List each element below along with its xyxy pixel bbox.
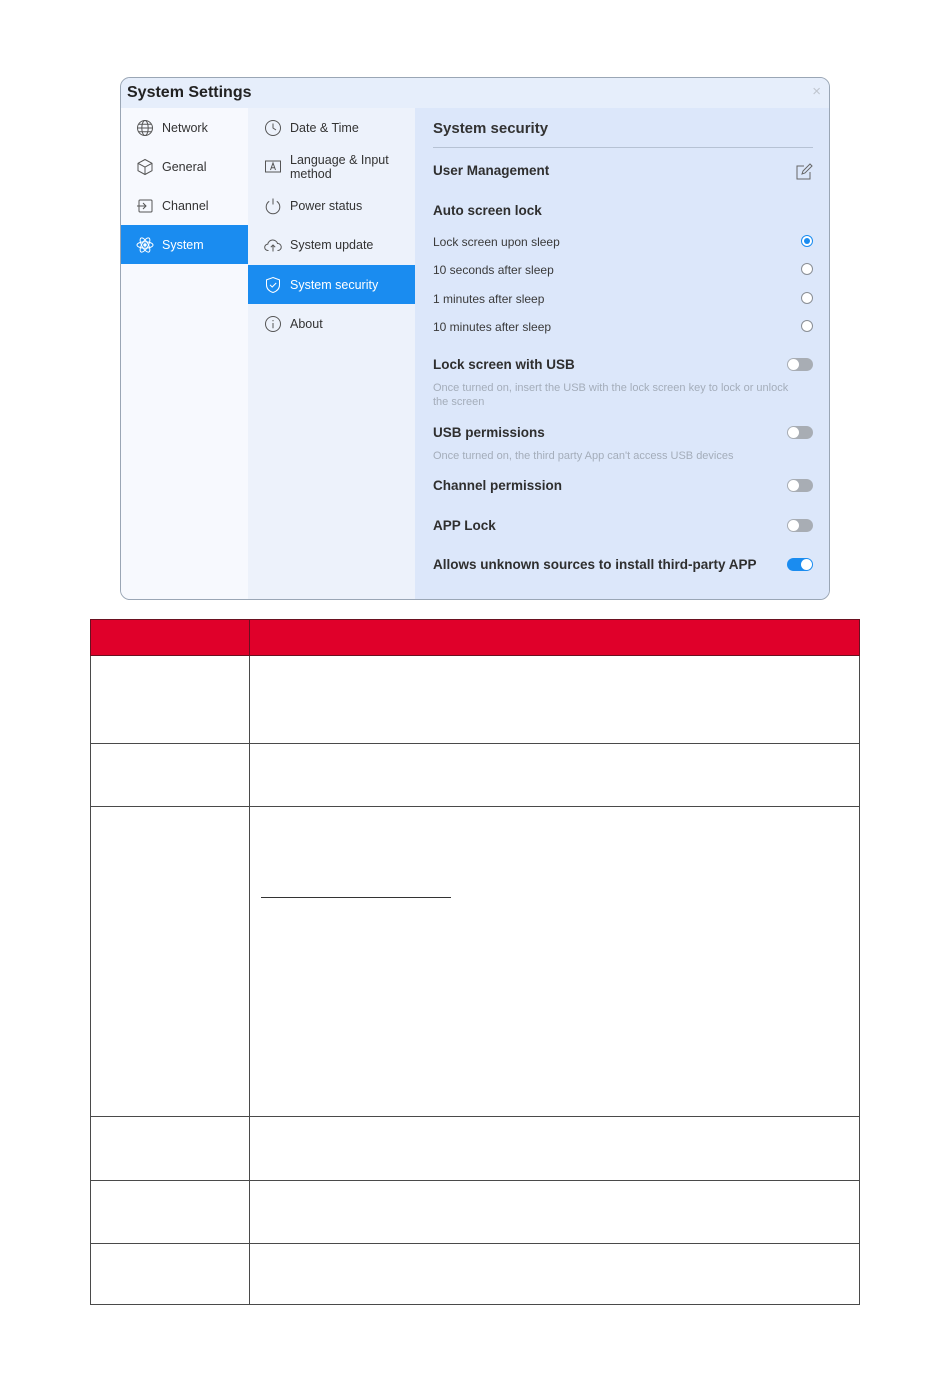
column-divider [249, 807, 250, 1116]
close-icon[interactable]: × [812, 83, 821, 100]
radio-1-minute[interactable] [801, 292, 813, 304]
underline-rule [261, 897, 451, 898]
table-row [90, 656, 860, 744]
clock-icon [264, 119, 282, 137]
submenu-label: Date & Time [290, 120, 359, 135]
submenu-item-power-status[interactable] [248, 186, 415, 225]
auto-lock-option-label: 10 minutes after sleep [433, 320, 552, 334]
menu-item-channel[interactable] [121, 186, 248, 225]
submenu-label: System security [290, 277, 379, 292]
submenu-item-system-security[interactable] [248, 265, 415, 304]
cube-icon [136, 158, 154, 176]
table-row [90, 1181, 860, 1244]
radio-10-minutes[interactable] [801, 320, 813, 332]
app-lock-toggle[interactable] [787, 519, 813, 532]
submenu-item-system-update[interactable] [248, 225, 415, 264]
auto-lock-option-label: Lock screen upon sleep [433, 235, 560, 249]
submenu-label: About [290, 316, 323, 331]
atom-icon [136, 236, 154, 254]
menu-item-network[interactable] [121, 108, 248, 147]
table-row [90, 1244, 860, 1305]
unknown-sources-toggle[interactable] [787, 558, 813, 571]
title-bar [121, 78, 829, 108]
submenu-label: Language & Input method [290, 152, 389, 181]
input-icon [136, 197, 154, 215]
radio-10-seconds[interactable] [801, 263, 813, 275]
main-menu [121, 108, 248, 599]
globe-icon [136, 119, 154, 137]
menu-label: Channel [162, 198, 209, 213]
submenu-item-language-input[interactable] [248, 147, 415, 186]
column-divider [249, 1181, 250, 1243]
channel-permission-toggle[interactable] [787, 479, 813, 492]
auto-lock-option-label: 10 seconds after sleep [433, 263, 554, 277]
table-row [90, 1117, 860, 1181]
column-divider [249, 656, 250, 743]
menu-label: General [162, 159, 207, 174]
menu-item-system[interactable] [121, 225, 248, 264]
usb-permissions-description: Once turned on, the third party App can't access USB devices [433, 450, 734, 462]
unknown-sources-label: Allows unknown sources to install third-party APP [433, 557, 757, 572]
submenu-item-date-time[interactable] [248, 108, 415, 147]
window-title: System Settings [127, 84, 252, 101]
panel-title: System security [433, 120, 549, 137]
submenu-label: System update [290, 237, 374, 252]
column-divider [249, 744, 250, 806]
lock-usb-toggle[interactable] [787, 358, 813, 371]
menu-label: System [162, 237, 204, 252]
table-row [90, 744, 860, 807]
column-divider [249, 1117, 250, 1180]
user-management-label[interactable]: User Management [433, 163, 550, 178]
column-divider [249, 1244, 250, 1304]
channel-permission-label: Channel permission [433, 478, 563, 493]
usb-permissions-label: USB permissions [433, 425, 545, 440]
cloud-upload-icon [264, 236, 282, 254]
menu-label: Network [162, 120, 208, 135]
keyboard-icon [264, 158, 282, 176]
column-divider [249, 620, 250, 655]
auto-lock-option-label: 1 minutes after sleep [433, 292, 545, 306]
app-lock-label: APP Lock [433, 518, 496, 533]
table-header [90, 619, 860, 656]
info-icon [264, 315, 282, 333]
system-submenu [248, 108, 415, 599]
divider [433, 147, 813, 148]
submenu-item-about[interactable] [248, 304, 415, 343]
submenu-label: Power status [290, 198, 363, 213]
edit-icon[interactable] [795, 163, 813, 181]
security-panel [415, 108, 829, 599]
lock-usb-label: Lock screen with USB [433, 357, 575, 372]
menu-item-general[interactable] [121, 147, 248, 186]
usb-permissions-toggle[interactable] [787, 426, 813, 439]
radio-lock-upon-sleep[interactable] [801, 235, 813, 247]
shield-icon [264, 276, 282, 294]
table-row [90, 807, 860, 1117]
auto-lock-heading: Auto screen lock [433, 203, 542, 218]
power-icon [264, 197, 282, 215]
settings-window [120, 77, 830, 600]
lock-usb-description: Once turned on, insert the USB with the lock screen key to lock or unlock the screen [433, 382, 789, 408]
